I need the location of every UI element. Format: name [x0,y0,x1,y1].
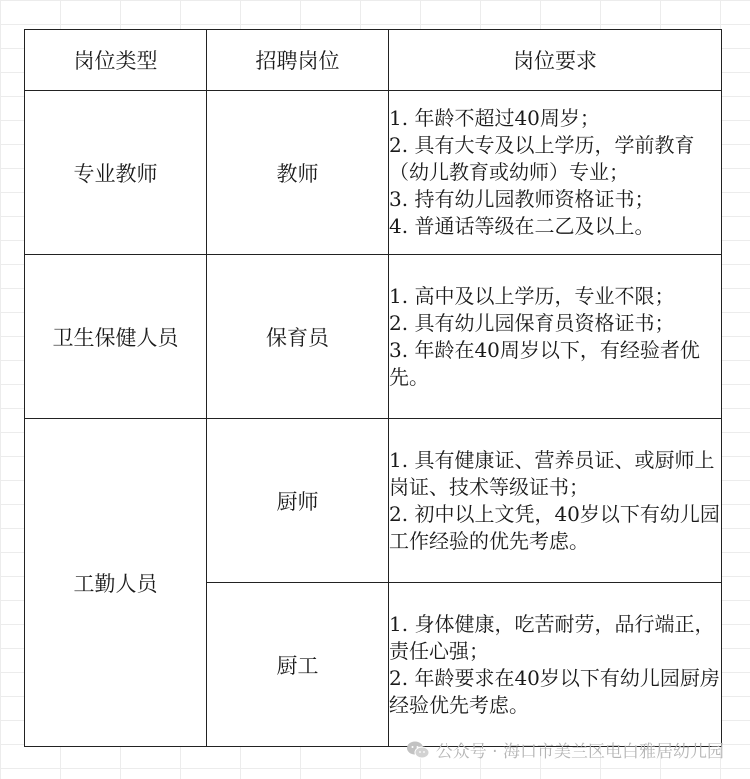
requirement-list [389,447,721,555]
job-type-cell: 卫生保健人员 [25,255,207,419]
header-job-type: 岗位类型 [25,30,207,91]
requirements-cell [389,91,722,255]
job-type-cell: 专业教师 [25,91,207,255]
requirements-cell [389,419,722,583]
position-cell: 保育员 [207,255,389,419]
requirements-cell [389,583,722,747]
header-position: 招聘岗位 [207,30,389,91]
header-requirements: 岗位要求 [389,30,722,91]
watermark-text: 公众号 · 海口市美兰区电白雅居幼儿园 [435,742,724,762]
requirement-list [389,105,721,240]
requirement-item: 1. 年龄不超过40周岁； [389,106,600,130]
watermark [406,737,724,762]
requirement-item: 2. 年龄要求在40岁以下有幼儿园厨房经验优先考虑。 [389,665,720,717]
recruitment-table [24,29,722,747]
position-cell: 教师 [207,91,389,255]
requirements-cell [389,255,722,419]
table-header-row [25,30,722,91]
table-row [25,91,722,255]
requirement-item: 1. 具有健康证、营养员证、或厨师上岗证、技术等级证书； [389,447,715,499]
requirement-item: 1. 高中及以上学历，专业不限； [389,283,675,308]
requirement-list [389,611,721,719]
requirement-item: 3. 年龄在40周岁以下，有经验者优先。 [389,337,700,389]
requirement-item: 4. 普通话等级在二乙及以上。 [389,214,655,238]
requirement-item: 2. 初中以上文凭，40岁以下有幼儿园工作经验的优先考虑。 [389,501,720,553]
position-cell: 厨师 [207,419,389,583]
requirement-list [389,283,721,391]
table-row [25,419,722,583]
requirement-item: 2. 具有幼儿园保育员资格证书； [389,310,675,335]
requirement-item: 2. 具有大专及以上学历，学前教育（幼儿教育或幼师）专业； [389,133,695,184]
table-row [25,255,722,419]
requirement-item: 1. 身体健康，吃苦耐劳，品行端正，责任心强； [389,611,715,663]
wechat-icon [406,740,430,760]
requirement-item: 3. 持有幼儿园教师资格证书； [389,187,655,211]
job-type-cell: 工勤人员 [25,419,207,747]
position-cell: 厨工 [207,583,389,747]
